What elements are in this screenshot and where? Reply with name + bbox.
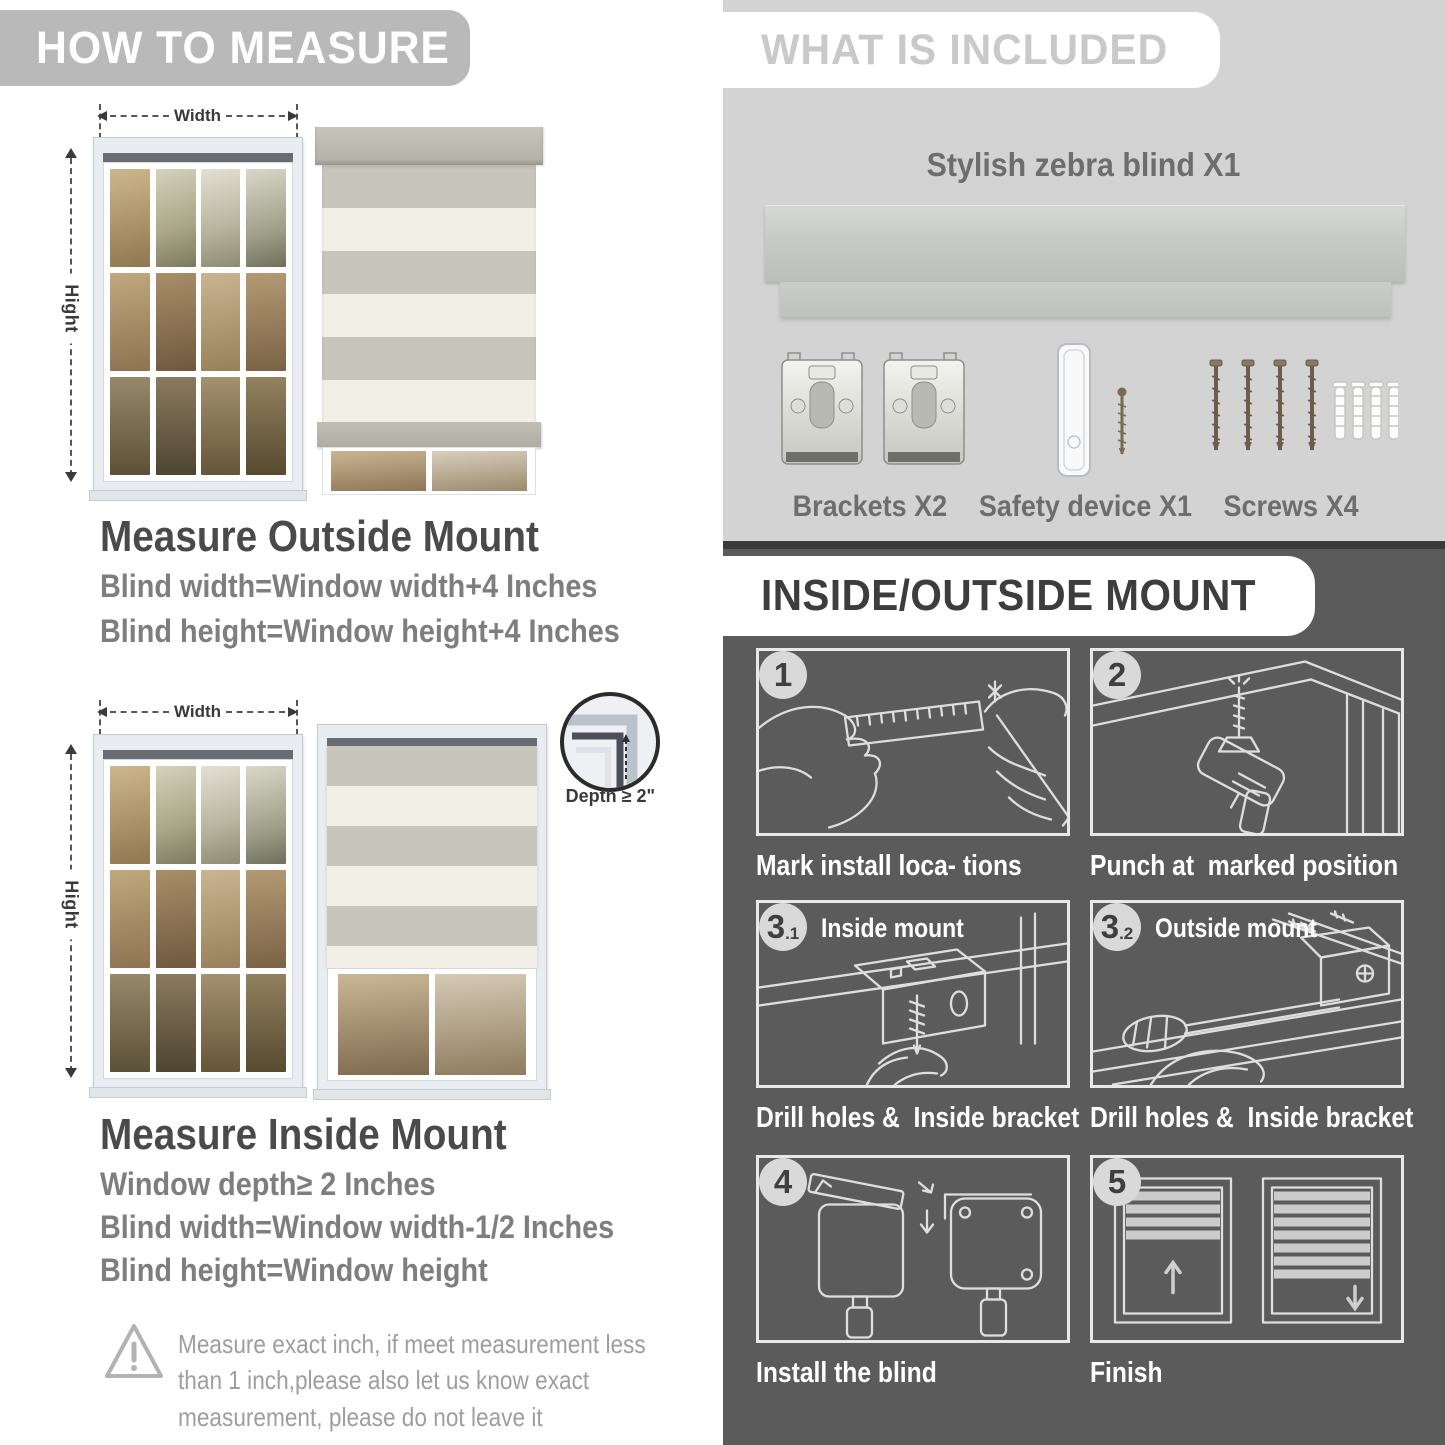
window-under-blind xyxy=(327,968,537,1081)
headrail-product-image xyxy=(765,205,1405,282)
step-3-1 xyxy=(756,900,1080,1134)
step-caption: Drill holes & Inside bracket xyxy=(1090,1102,1414,1134)
step-number-badge: 3 .1 xyxy=(759,903,807,951)
blind-headrail xyxy=(315,127,543,165)
depth-label: Depth ≥ 2" xyxy=(565,786,655,806)
headrail-roll-image xyxy=(780,282,1391,317)
arrow-left-icon xyxy=(97,707,107,717)
depth-magnifier-icon xyxy=(560,692,660,792)
step-number-badge: 5 xyxy=(1093,1158,1141,1206)
height-label: Hight xyxy=(59,274,84,344)
width-dimension-outside xyxy=(97,106,298,126)
step-number-badge: 4 xyxy=(759,1158,807,1206)
window-under-blind xyxy=(322,447,536,495)
step-number-badge: 2 xyxy=(1093,651,1141,699)
step-3-2 xyxy=(1090,900,1414,1134)
arrow-right-icon xyxy=(288,111,298,121)
screws-icon xyxy=(1198,352,1398,483)
step-caption: Punch at marked position xyxy=(1090,850,1399,882)
step-2 xyxy=(1090,648,1404,882)
blind-bottom-rail xyxy=(317,422,541,447)
outside-formula-height: Blind height=Window height+4 Inches xyxy=(100,613,620,649)
arrow-up-icon xyxy=(65,744,77,754)
how-to-measure-title: HOW TO MEASURE xyxy=(36,22,450,73)
step-caption: Drill holes & Inside bracket xyxy=(756,1102,1080,1134)
step-1 xyxy=(756,648,1070,882)
step-5 xyxy=(1090,1155,1404,1389)
width-label: Width xyxy=(173,106,222,125)
screws-label: Screws X4 xyxy=(1223,490,1359,523)
arrow-up-icon xyxy=(65,148,77,158)
step-caption: Install the blind xyxy=(756,1357,937,1389)
step-4 xyxy=(756,1155,1070,1389)
width-dimension-inside xyxy=(97,702,298,722)
measurement-warning-text: Measure exact inch, if meet measurement less than 1 inch,please also let us know exact measurement, please do not leave it xyxy=(178,1329,646,1432)
arrow-down-icon xyxy=(65,472,77,482)
window-figure-outside xyxy=(93,137,303,495)
arrow-down-icon xyxy=(65,1068,77,1078)
inside-outside-mount-title: INSIDE/OUTSIDE MOUNT xyxy=(761,571,1256,620)
brackets-icon xyxy=(778,348,968,489)
measure-outside-heading: Measure Outside Mount xyxy=(100,512,539,561)
window-door-left xyxy=(110,766,196,1072)
warning-triangle-icon xyxy=(103,1318,165,1389)
step-caption: Mark install loca- tions xyxy=(756,850,1022,882)
window-track xyxy=(327,738,537,746)
window-door-right xyxy=(201,169,287,475)
safety-device-icon xyxy=(1000,340,1170,491)
product-title: Stylish zebra blind X1 xyxy=(927,146,1241,183)
safety-device-label: Safety device X1 xyxy=(978,490,1192,523)
window-door-right xyxy=(201,766,287,1072)
step-number-badge: 1 xyxy=(759,651,807,699)
what-is-included-banner xyxy=(723,12,1220,88)
height-label: Hight xyxy=(59,870,84,940)
blind-figure-inside xyxy=(317,724,547,1094)
window-track xyxy=(103,750,293,759)
inside-formula-width: Blind width=Window width-1/2 Inches xyxy=(100,1209,615,1245)
brackets-label: Brackets X2 xyxy=(792,490,948,523)
blind-fabric xyxy=(322,165,536,422)
blind-figure-outside xyxy=(315,127,543,495)
blind-fabric xyxy=(327,746,537,968)
inside-formula-height: Blind height=Window height xyxy=(100,1252,488,1288)
window-track xyxy=(103,153,293,162)
how-to-measure-banner xyxy=(0,10,470,86)
arrow-right-icon xyxy=(288,707,298,717)
what-is-included-title: WHAT IS INCLUDED xyxy=(761,25,1169,74)
inside-formula-depth: Window depth≥ 2 Inches xyxy=(100,1166,436,1202)
panel-divider xyxy=(723,541,1445,549)
step-number-badge: 3 .2 xyxy=(1093,903,1141,951)
step-inner-label: Outside mount xyxy=(1155,913,1317,943)
step-inner-label: Inside mount xyxy=(821,913,964,943)
window-figure-inside xyxy=(93,734,303,1092)
arrow-left-icon xyxy=(97,111,107,121)
outside-formula-width: Blind width=Window width+4 Inches xyxy=(100,568,598,604)
inside-outside-mount-banner xyxy=(723,556,1315,636)
window-door-left xyxy=(110,169,196,475)
step-caption: Finish xyxy=(1090,1357,1163,1389)
width-label: Width xyxy=(173,702,222,721)
measure-inside-heading: Measure Inside Mount xyxy=(100,1110,507,1159)
